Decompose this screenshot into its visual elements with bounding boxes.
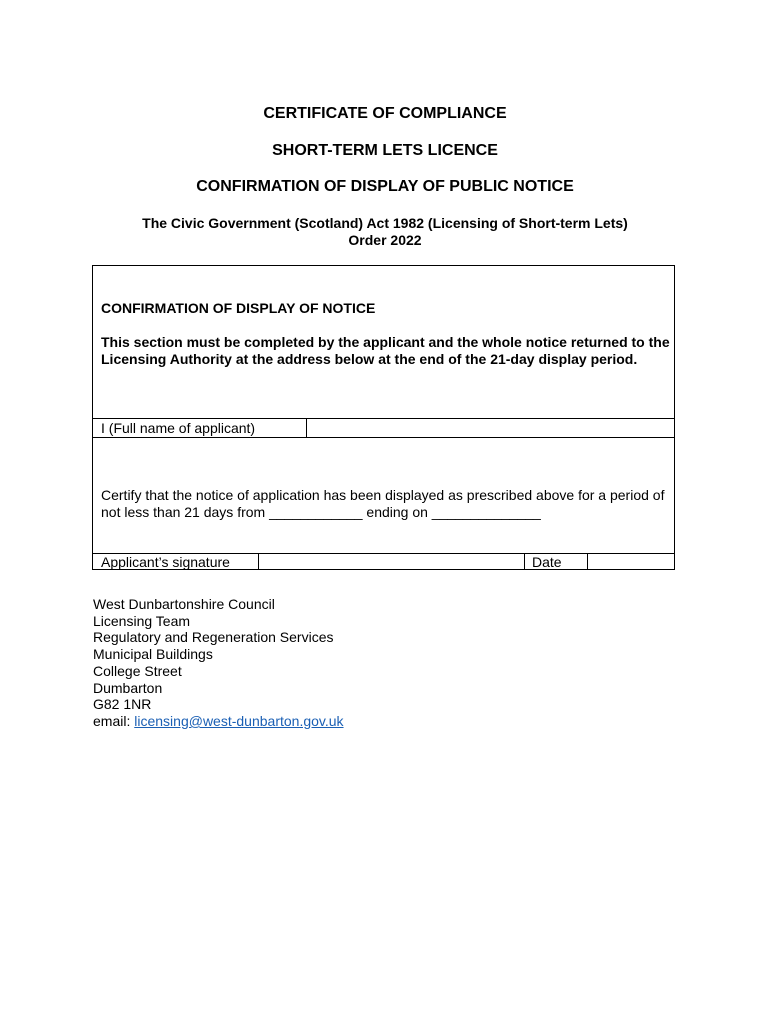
address-line: G82 1NR — [93, 696, 152, 713]
council-address — [93, 596, 344, 730]
certify-statement: Certify that the notice of application has been displayed as prescribed above for a period of not less than 21 days from ____________ ending on ______________ — [101, 487, 665, 520]
address-line: College Street — [93, 662, 182, 679]
signature-field[interactable] — [259, 554, 524, 570]
act-line-2: Order 2022 — [348, 232, 422, 248]
cell-divider — [524, 554, 525, 570]
certificate-title: CERTIFICATE OF COMPLIANCE — [263, 105, 507, 122]
signature-label: Applicant’s signature — [101, 554, 230, 570]
confirmation-title: CONFIRMATION OF DISPLAY OF PUBLIC NOTICE — [196, 178, 574, 195]
address-line: West Dunbartonshire Council — [93, 596, 275, 612]
confirmation-form — [92, 265, 675, 570]
address-line: Licensing Team — [93, 612, 191, 629]
signature-row — [93, 553, 674, 570]
act-reference — [100, 215, 670, 249]
email-label: email: — [93, 712, 131, 729]
date-field[interactable] — [588, 554, 674, 570]
email-link[interactable]: licensing@west-dunbarton.gov.uk — [134, 712, 344, 729]
date-label: Date — [532, 554, 562, 570]
address-line: Municipal Buildings — [93, 646, 213, 663]
act-line-1: The Civic Government (Scotland) Act 1982 (Licensing of Short-term Lets) — [142, 215, 628, 231]
section-title: CONFIRMATION OF DISPLAY OF NOTICE — [101, 300, 376, 316]
licence-title: SHORT-TERM LETS LICENCE — [272, 142, 498, 159]
section-instruction: This section must be completed by the applicant and the whole notice returned to the Licensing Authority at the address below at the end of the 21-day display period. — [101, 334, 670, 367]
address-line: Regulatory and Regeneration Services — [93, 629, 334, 646]
applicant-name-field[interactable] — [307, 419, 674, 437]
email-line — [93, 713, 344, 730]
applicant-name-label: I (Full name of applicant) — [101, 420, 256, 436]
applicant-name-row — [93, 418, 674, 438]
address-line: Dumbarton — [93, 679, 163, 696]
